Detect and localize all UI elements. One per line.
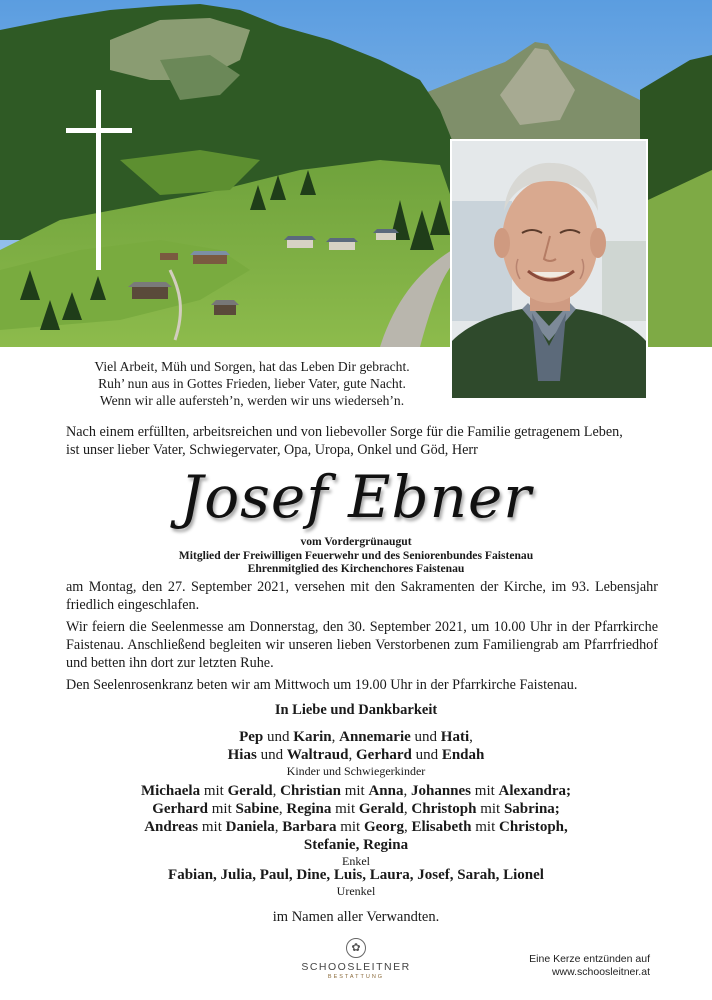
grandchildren-line <box>0 818 712 836</box>
candle-notice <box>529 953 650 979</box>
children-list: Pep und Karin, Annemarie und Hati, Hias und Waltraud, Gerhard und Endah Kinder und Schwiegerkinder <box>0 728 712 778</box>
grandchild-name: Michaela <box>140 783 201 799</box>
grandchild-name: Georg <box>363 819 404 835</box>
grandchildren-caption: Enkel <box>342 854 370 868</box>
grandchild-name: Andreas <box>144 819 199 835</box>
great-grandchildren-list: Fabian, Julia, Paul, Dine, Luis, Laura, Josef, Sarah, Lionel Urenkel <box>0 866 712 898</box>
connector: mit <box>198 819 226 835</box>
poem-line: Wenn wir alle aufersteh’n, werden wir uns wiederseh’n. <box>99 393 405 408</box>
intro-line: Nach einem erfüllten, arbeitsreichen und von liebevoller Sorge für die Familie getragenem Leben, <box>66 424 623 440</box>
deceased-name: Josef Ebner <box>179 463 533 531</box>
candle-text: Eine Kerze entzünden auf <box>529 953 650 965</box>
connector: , <box>403 783 411 799</box>
grandchild-name: Sabrina; <box>503 801 560 817</box>
dankbarkeit-heading: In Liebe und Dankbarkeit <box>274 702 438 718</box>
connector: , <box>272 783 281 799</box>
grandchildren-line <box>0 782 712 800</box>
grandchild-name: Christoph <box>411 801 477 817</box>
candle-link[interactable]: www.schoosleitner.at <box>551 966 650 978</box>
death-paragraph: am Montag, den 27. September 2021, versehen mit den Sakramenten der Kirche, im 93. Lebensjahr friedlich eingeschlafen. <box>66 579 658 613</box>
portrait-photo <box>450 139 648 400</box>
connector: , <box>403 801 412 817</box>
grandchild-name: Regina <box>286 801 332 817</box>
grandchild-name: Alexandra; <box>498 783 572 799</box>
announcement-body <box>66 578 658 698</box>
grandchildren-line <box>0 800 712 818</box>
great-grandchildren-caption: Urenkel <box>336 884 376 898</box>
connector: mit <box>200 783 228 799</box>
connector: mit <box>340 783 369 799</box>
subtitle-origin: vom Vordergrünaugut <box>300 535 412 548</box>
funeral-paragraph: Wir feiern die Seelenmesse am Donnerstag, den 30. September 2021, um 10.00 Uhr in der Pfarrkirche Faistenau. Anschließend begleiten wir unseren lieben Verstorbenen zum Familiengrab am Pfarrfriedhof und betten ihn dort zur letzten Ruhe. <box>66 619 658 671</box>
connector: mit <box>208 801 236 817</box>
grandchild-name: Anna <box>368 783 404 799</box>
logo-subtitle: BESTATTUNG <box>327 974 385 980</box>
connector: , <box>274 819 283 835</box>
connector: mit <box>336 819 364 835</box>
closing-line: im Namen aller Verwandten. <box>272 909 440 925</box>
funeral-home-logo <box>300 938 412 980</box>
grandchild-name: Christian <box>280 783 341 799</box>
grandchild-name: Daniela <box>225 819 275 835</box>
logo-brand: SCHOOSLEITNER <box>301 961 411 973</box>
intro-text <box>66 423 658 459</box>
cross-icon <box>66 90 132 270</box>
connector: mit <box>476 801 504 817</box>
deceased-subtitles <box>0 535 712 576</box>
connector: mit <box>471 783 499 799</box>
subtitle-honorary: Ehrenmitglied des Kirchenchores Faistenau <box>247 562 465 575</box>
grandchild-name: Gerald <box>227 783 273 799</box>
poem-verse <box>60 358 444 409</box>
grandchild-name: Gerhard <box>152 801 209 817</box>
connector: , <box>403 819 412 835</box>
grandchild-name: Johannes <box>411 783 472 799</box>
connector: , <box>278 801 287 817</box>
rosary-paragraph: Den Seelenrosenkranz beten wir am Mittwoch um 19.00 Uhr in der Pfarrkirche Faistenau. <box>66 677 578 693</box>
grandchild-name: Sabine <box>235 801 279 817</box>
poem-line: Viel Arbeit, Müh und Sorgen, hat das Leben Dir gebracht. <box>94 359 410 374</box>
subtitle-membership: Mitglied der Freiwilligen Feuerwehr und des Seniorenbundes Faistenau <box>178 548 534 562</box>
connector: mit <box>331 801 359 817</box>
grandchild-name: Gerald <box>358 801 404 817</box>
poem-line: Ruh’ nun aus in Gottes Frieden, lieber Vater, gute Nacht. <box>98 376 406 391</box>
intro-line: ist unser lieber Vater, Schwiegervater, Opa, Uropa, Onkel und Göd, Herr <box>66 442 478 458</box>
connector: mit <box>471 819 499 835</box>
grandchildren-list: Michaela mit Gerald, Christian mit Anna, Johannes mit Alexandra; Gerhard mit Sabine, Regina mit Gerald, Christoph mit Sabrina; Andreas mit Daniela, Barbara mit Georg, Elisabeth mit Christoph, Stefanie, Regina Enkel <box>0 782 712 868</box>
grandchild-name: Elisabeth <box>411 819 472 835</box>
children-caption: Kinder und Schwiegerkinder <box>286 764 426 778</box>
rose-icon: ✿ <box>346 938 366 958</box>
grandchild-name: Christoph, <box>499 819 568 835</box>
grandchild-name: Barbara <box>282 819 337 835</box>
